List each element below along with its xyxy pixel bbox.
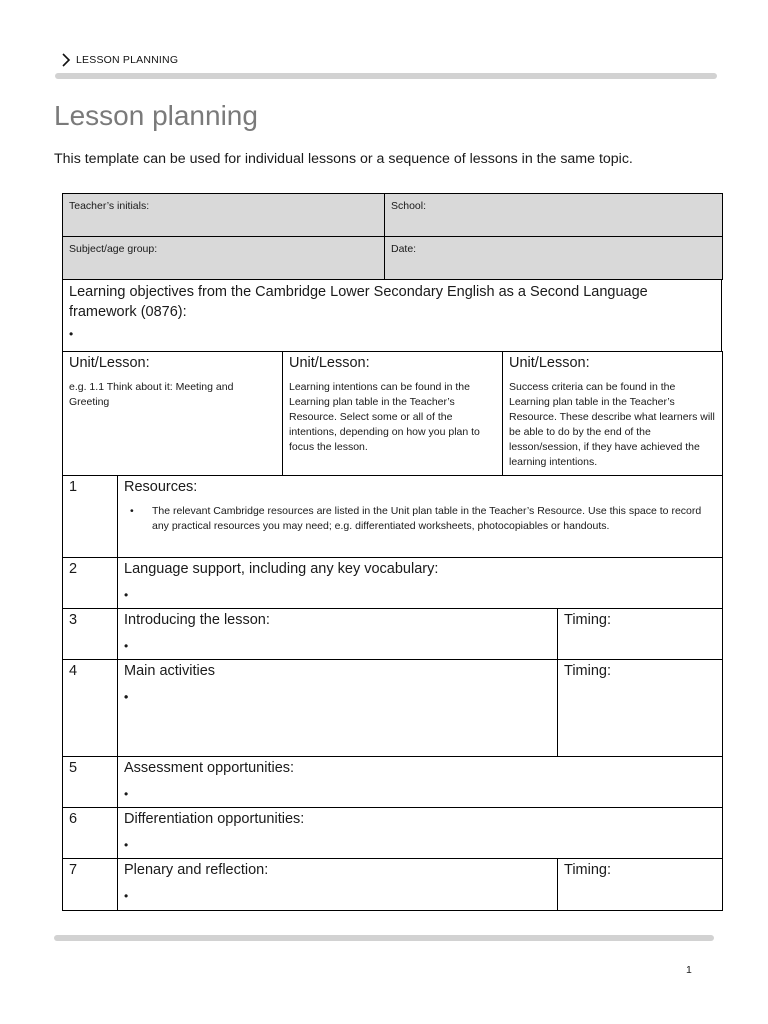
objectives-table: [62, 279, 722, 352]
learning-intentions-note: Learning intentions can be found in the Learning plan table in the Teacher’s Resource. Select some or all of the intentions, depending on how you plan to focus the lesson.: [289, 381, 480, 453]
section-number: 7: [63, 859, 118, 911]
plenary-field[interactable]: [118, 859, 558, 911]
date-field[interactable]: [385, 237, 723, 280]
unit-lesson-cell-3[interactable]: [503, 352, 723, 476]
introducing-lesson-field[interactable]: [118, 609, 558, 660]
timing-field[interactable]: Timing:: [558, 609, 723, 660]
section-number: 5: [63, 757, 118, 808]
main-activities-field[interactable]: [118, 660, 558, 757]
plenary-heading: Plenary and reflection:: [124, 862, 269, 878]
section-number: 2: [63, 558, 118, 609]
unit-lesson-note: e.g. 1.1 Think about it: Meeting and Greeting: [69, 381, 234, 408]
language-support-heading: Language support, including any key vocabulary:: [124, 561, 439, 577]
success-criteria-note: Success criteria can be found in the Learning plan table in the Teacher’s Resource. These describe what learners will be able to do by the end of the lesson/session, if they have achieved the learning intentions.: [509, 381, 715, 468]
assessment-heading: Assessment opportunities:: [124, 760, 295, 776]
teachers-initials-label: Teacher’s initials:: [69, 200, 150, 212]
teachers-initials-field[interactable]: [63, 194, 385, 237]
resources-note: • The relevant Cambridge resources are listed in the Unit plan table in the Teacher’s Resource. Use this space to record any practical resources you may need; e.g. differentiated worksheets, photocopiables or handouts.: [152, 504, 716, 534]
differentiation-field[interactable]: [118, 808, 723, 859]
unit-lesson-table: [62, 351, 723, 476]
lesson-plan-form: [62, 193, 722, 911]
header-fields-table: [62, 193, 723, 280]
unit-lesson-heading: Unit/Lesson:: [69, 355, 150, 371]
header-rule: [55, 73, 717, 79]
language-support-field[interactable]: [118, 558, 723, 609]
timing-field[interactable]: Timing:: [558, 859, 723, 911]
unit-lesson-cell-1[interactable]: [63, 352, 283, 476]
resources-field[interactable]: [118, 476, 723, 558]
section-number: 3: [63, 609, 118, 660]
main-activities-heading: Main activities: [124, 663, 216, 679]
objectives-bullet: •: [69, 327, 74, 341]
unit-lesson-cell-2[interactable]: [283, 352, 503, 476]
breadcrumb: [60, 51, 178, 69]
sections-table: [62, 475, 723, 911]
footer-rule: [54, 935, 714, 941]
section-number: 4: [63, 660, 118, 757]
objectives-heading: Learning objectives from the Cambridge Lower Secondary English as a Second Language framework (0876):: [69, 284, 648, 320]
unit-lesson-heading: Unit/Lesson:: [289, 355, 370, 371]
school-label: School:: [391, 200, 427, 212]
resources-heading: Resources:: [124, 479, 198, 495]
section-number: 6: [63, 808, 118, 859]
subject-age-group-label: Subject/age group:: [69, 243, 158, 255]
breadcrumb-label: LESSON PLANNING: [76, 54, 179, 66]
objectives-field[interactable]: [63, 280, 722, 352]
intro-text: This template can be used for individual lessons or a sequence of lessons in the same topic.: [54, 151, 633, 167]
chevron-right-icon: [60, 52, 72, 68]
subject-age-group-field[interactable]: [63, 237, 385, 280]
introducing-lesson-heading: Introducing the lesson:: [124, 612, 270, 628]
assessment-field[interactable]: [118, 757, 723, 808]
differentiation-heading: Differentiation opportunities:: [124, 811, 305, 827]
timing-field[interactable]: Timing:: [558, 660, 723, 757]
page-title: Lesson planning: [54, 100, 258, 131]
date-label: Date:: [391, 243, 417, 255]
section-number: 1: [63, 476, 118, 558]
page-number: 1: [686, 964, 692, 976]
school-field[interactable]: [385, 194, 723, 237]
unit-lesson-heading: Unit/Lesson:: [509, 355, 590, 371]
